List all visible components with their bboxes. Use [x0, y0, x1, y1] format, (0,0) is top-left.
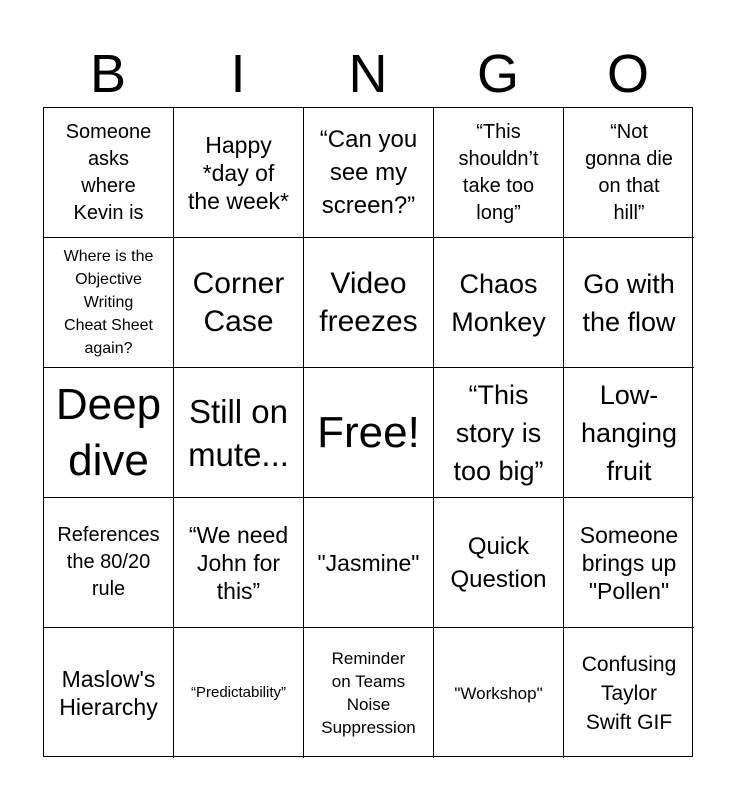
- bingo-cell[interactable]: [564, 108, 694, 238]
- cell-text: “Not gonna die on that hill”: [585, 120, 673, 224]
- cell-text: “This story is too big”: [453, 379, 544, 486]
- header-letter-g: G: [476, 44, 519, 104]
- cell-text: Happy *day of the week*: [187, 131, 289, 214]
- bingo-cell[interactable]: [174, 368, 304, 498]
- bingo-cell[interactable]: [434, 628, 564, 758]
- bingo-cell[interactable]: [44, 238, 174, 368]
- cell-text: “Predictability”: [190, 684, 287, 701]
- bingo-cell[interactable]: [304, 238, 434, 368]
- cell-text: Still on mute...: [188, 392, 289, 473]
- bingo-cell[interactable]: [564, 498, 694, 628]
- bingo-cell[interactable]: [44, 368, 174, 498]
- bingo-cell[interactable]: [44, 498, 174, 628]
- header-letter-b: B: [89, 44, 127, 104]
- bingo-cell[interactable]: [434, 498, 564, 628]
- bingo-header: [43, 40, 693, 108]
- bingo-cell[interactable]: [174, 238, 304, 368]
- cell-text: Go with the flow: [582, 268, 676, 337]
- cell-text: Chaos Monkey: [451, 268, 546, 337]
- bingo-cell[interactable]: [304, 108, 434, 238]
- cell-text: Where is the Objective Writing Cheat Sheet again?: [63, 248, 154, 357]
- bingo-cell[interactable]: [304, 498, 434, 628]
- bingo-cell[interactable]: [304, 628, 434, 758]
- cell-text: Reminder on Teams Noise Suppression: [321, 649, 416, 737]
- bingo-cell[interactable]: [564, 628, 694, 758]
- header-letter-o: O: [606, 44, 649, 104]
- bingo-cell[interactable]: [44, 108, 174, 238]
- cell-text: References the 80/20 rule: [57, 524, 160, 600]
- cell-text: Video freezes: [319, 266, 418, 338]
- header-letter-i: I: [230, 44, 246, 104]
- cell-text: Low- hanging fruit: [580, 379, 678, 486]
- bingo-cell[interactable]: [174, 628, 304, 758]
- cell-text: Deep dive: [55, 379, 162, 485]
- bingo-cell[interactable]: [564, 238, 694, 368]
- bingo-cell[interactable]: [434, 108, 564, 238]
- cell-text: “This shouldn’t take too long”: [458, 120, 539, 224]
- bingo-cell[interactable]: [434, 368, 564, 498]
- cell-text: Corner Case: [192, 266, 285, 338]
- cell-text: “Can you see my screen?”: [319, 126, 418, 219]
- cell-text: Confusing Taylor Swift GIF: [581, 652, 677, 734]
- header-letter-n: N: [348, 44, 388, 104]
- free-space-text: Free!: [317, 407, 420, 457]
- free-space-cell[interactable]: [304, 368, 434, 498]
- bingo-cell[interactable]: [174, 498, 304, 628]
- cell-text: “We need John for this”: [188, 521, 289, 604]
- bingo-cell[interactable]: [44, 628, 174, 758]
- cell-text: "Jasmine": [317, 549, 420, 576]
- bingo-card-grid: [43, 107, 693, 757]
- cell-text: "Workshop": [454, 683, 543, 703]
- bingo-cell[interactable]: [174, 108, 304, 238]
- cell-text: Someone asks where Kevin is: [65, 120, 152, 224]
- cell-text: Someone brings up "Pollen": [579, 521, 679, 604]
- cell-text: Maslow's Hierarchy: [59, 666, 158, 720]
- bingo-cell[interactable]: [434, 238, 564, 368]
- cell-text: Quick Question: [450, 532, 547, 593]
- bingo-cell[interactable]: [564, 368, 694, 498]
